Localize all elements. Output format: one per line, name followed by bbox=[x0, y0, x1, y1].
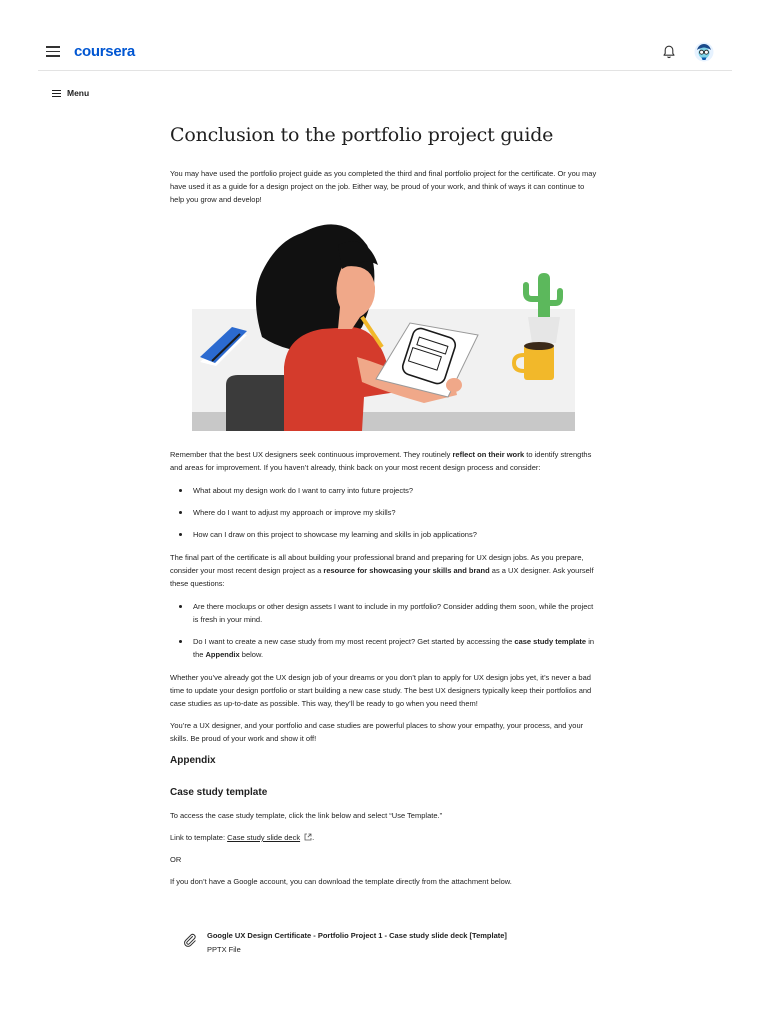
external-link-icon bbox=[304, 833, 315, 842]
attachment-title: Google UX Design Certificate - Portfolio Project 1 - Case study slide deck [Template] bbox=[207, 931, 507, 940]
brand-paragraph bbox=[170, 551, 598, 590]
bell-icon[interactable] bbox=[661, 44, 677, 60]
article-body bbox=[170, 448, 598, 888]
text-run: . bbox=[312, 833, 315, 842]
avatar-icon[interactable] bbox=[694, 42, 714, 62]
download-instructions: If you don’t have a Google account, you can download the template directly from the attachment below. bbox=[170, 877, 512, 886]
case-study-template-heading: Case study template bbox=[170, 787, 268, 798]
menu-button[interactable] bbox=[52, 86, 89, 100]
bold-text: case study template bbox=[514, 637, 587, 646]
text-run: below. bbox=[239, 650, 264, 659]
bold-text: Appendix bbox=[205, 650, 240, 659]
menu-icon bbox=[52, 90, 61, 97]
appendix-heading: Appendix bbox=[170, 755, 216, 766]
text-run: Link to template: bbox=[170, 833, 228, 842]
access-instructions: To access the case study template, click the link below and select “Use Template.” bbox=[170, 811, 443, 820]
case-study-slide-deck-link[interactable]: Case study slide deck bbox=[227, 833, 301, 842]
bold-text: reflect on their work bbox=[452, 450, 525, 459]
attachment-item[interactable] bbox=[183, 929, 603, 957]
text-run: The final part of the certificate is all about building your professional brand and preparing for UX design jobs. As you prepare, consider your most recent design project as a bbox=[170, 553, 584, 575]
text-run: Remember that the best UX designers seek continuous improvement. They routinely bbox=[170, 450, 453, 459]
list-item: Are there mockups or other design assets I want to include in my portfolio? Consider adding them soon, while the project is fresh in your mind. bbox=[193, 600, 598, 626]
or-text: OR bbox=[170, 855, 182, 864]
intro-paragraph: You may have used the portfolio project guide as you completed the third and final portfolio project for the certificate. Or you may have used it as a guide for a design project on the job. Either way, be proud of your work, and think of ways it can continue to help you grow and develop! bbox=[170, 169, 597, 204]
top-navigation-bar bbox=[38, 32, 732, 71]
portfolio-paragraph: Whether you’ve already got the UX design job of your dreams or you don’t plan to apply for UX design jobs yet, it’s never a bad time to update your design portfolio or start building a new case study. The best UX designers typically keep their portfolios and case studies as up-to-date as possible. This way, they’ll be ready to go when you need them! bbox=[170, 673, 592, 708]
coursera-logo[interactable]: coursera bbox=[74, 43, 135, 60]
designer-illustration bbox=[192, 217, 575, 431]
page-title: Conclusion to the portfolio project guide bbox=[170, 124, 554, 146]
bold-text: resource for showcasing your skills and brand bbox=[323, 566, 490, 575]
text-run: in the bbox=[193, 637, 595, 659]
reflection-paragraph bbox=[170, 448, 598, 474]
hamburger-menu-icon[interactable] bbox=[46, 46, 60, 57]
list-item: Where do I want to adjust my approach or improve my skills? bbox=[193, 506, 598, 519]
text-run: as a UX designer. Ask yourself these questions: bbox=[170, 566, 594, 588]
list-item: How can I draw on this project to showcase my learning and skills in job applications? bbox=[193, 528, 598, 541]
list-item: What about my design work do I want to carry into future projects? bbox=[193, 484, 598, 497]
closing-paragraph: You’re a UX designer, and your portfolio and case studies are powerful places to show your empathy, your process, and your skills. Be proud of your work and show it off! bbox=[170, 721, 584, 743]
text-run: to identify strengths and areas for improvement. If you haven’t already, think back on your most recent design process and consider: bbox=[170, 450, 592, 472]
text-run: Do I want to create a new case study from my most recent project? Get started by accessing the bbox=[193, 637, 515, 646]
article-content bbox=[170, 120, 598, 206]
menu-label: Menu bbox=[67, 88, 90, 98]
attachment-file-type: PPTX File bbox=[207, 945, 241, 954]
paperclip-icon bbox=[183, 933, 197, 947]
template-link-line bbox=[170, 831, 598, 844]
reflection-questions-list bbox=[170, 484, 598, 541]
brand-questions-list bbox=[170, 600, 598, 661]
list-item bbox=[193, 635, 598, 661]
